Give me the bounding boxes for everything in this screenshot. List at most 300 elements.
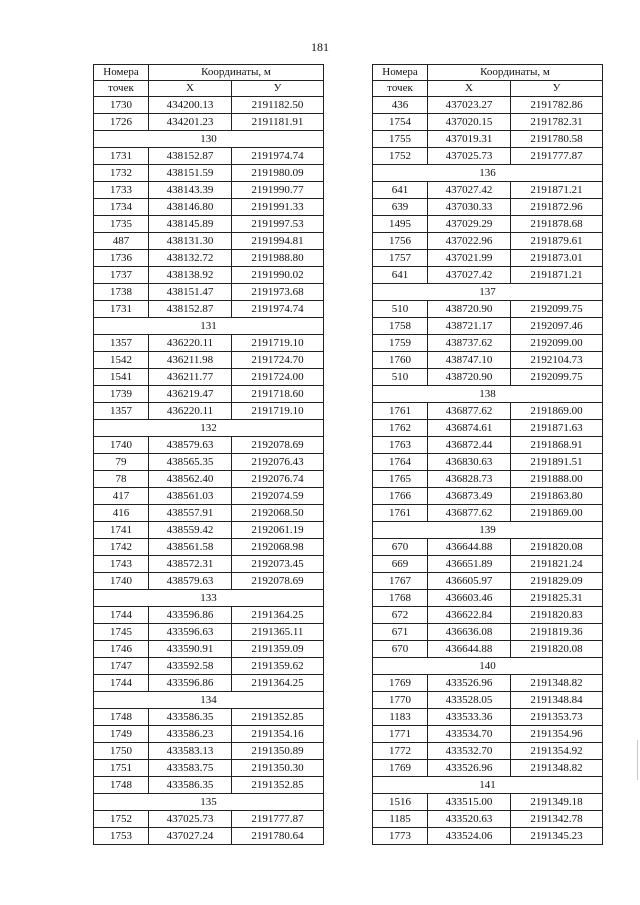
y-coordinate: 2192099.00 bbox=[511, 335, 603, 352]
table-row bbox=[373, 233, 603, 250]
point-number: 1357 bbox=[94, 335, 149, 352]
table-row bbox=[373, 811, 603, 828]
y-coordinate: 2191990.02 bbox=[232, 267, 324, 284]
point-number: 1730 bbox=[94, 97, 149, 114]
table-row bbox=[373, 131, 603, 148]
x-coordinate: 438151.59 bbox=[149, 165, 232, 182]
table-row bbox=[94, 97, 324, 114]
point-number: 1769 bbox=[373, 760, 428, 777]
table-row bbox=[373, 760, 603, 777]
section-row bbox=[94, 131, 324, 148]
y-coordinate: 2191879.61 bbox=[511, 233, 603, 250]
point-number: 1495 bbox=[373, 216, 428, 233]
x-coordinate: 436211.77 bbox=[149, 369, 232, 386]
table-row bbox=[94, 454, 324, 471]
point-number: 639 bbox=[373, 199, 428, 216]
y-coordinate: 2191991.33 bbox=[232, 199, 324, 216]
point-number: 1731 bbox=[94, 148, 149, 165]
table-row bbox=[373, 318, 603, 335]
point-number: 79 bbox=[94, 454, 149, 471]
x-coordinate: 433533.36 bbox=[428, 709, 511, 726]
x-coordinate: 436219.47 bbox=[149, 386, 232, 403]
table-row bbox=[94, 199, 324, 216]
point-number: 1744 bbox=[94, 607, 149, 624]
y-coordinate: 2191829.09 bbox=[511, 573, 603, 590]
y-coordinate: 2191348.84 bbox=[511, 692, 603, 709]
y-coordinate: 2191359.62 bbox=[232, 658, 324, 675]
table-row bbox=[373, 488, 603, 505]
coordinates-table-left bbox=[93, 64, 324, 845]
y-coordinate: 2191988.80 bbox=[232, 250, 324, 267]
table-row bbox=[373, 624, 603, 641]
point-number: 1762 bbox=[373, 420, 428, 437]
table-row bbox=[373, 726, 603, 743]
point-number: 1764 bbox=[373, 454, 428, 471]
x-coordinate: 438131.30 bbox=[149, 233, 232, 250]
y-coordinate: 2191974.74 bbox=[232, 301, 324, 318]
x-coordinate: 433596.86 bbox=[149, 607, 232, 624]
table-row bbox=[373, 114, 603, 131]
table-row bbox=[373, 267, 603, 284]
section-number: 134 bbox=[94, 692, 324, 709]
table-row bbox=[373, 454, 603, 471]
x-coordinate: 436874.61 bbox=[428, 420, 511, 437]
y-coordinate: 2191872.96 bbox=[511, 199, 603, 216]
table-row bbox=[373, 335, 603, 352]
y-coordinate: 2191820.08 bbox=[511, 539, 603, 556]
y-coordinate: 2192104.73 bbox=[511, 352, 603, 369]
point-number: 1766 bbox=[373, 488, 428, 505]
point-number: 1756 bbox=[373, 233, 428, 250]
x-coordinate: 433586.23 bbox=[149, 726, 232, 743]
y-coordinate: 2191820.08 bbox=[511, 641, 603, 658]
table-row bbox=[94, 403, 324, 420]
point-number: 1755 bbox=[373, 131, 428, 148]
x-coordinate: 433596.86 bbox=[149, 675, 232, 692]
table-row bbox=[373, 403, 603, 420]
table-row bbox=[94, 777, 324, 794]
section-number: 139 bbox=[373, 522, 603, 539]
section-row bbox=[94, 692, 324, 709]
point-number: 1772 bbox=[373, 743, 428, 760]
point-number: 510 bbox=[373, 369, 428, 386]
table-row bbox=[373, 97, 603, 114]
point-number: 1746 bbox=[94, 641, 149, 658]
y-coordinate: 2191871.21 bbox=[511, 182, 603, 199]
point-number: 1752 bbox=[373, 148, 428, 165]
x-coordinate: 433515.00 bbox=[428, 794, 511, 811]
y-coordinate: 2191354.16 bbox=[232, 726, 324, 743]
x-coordinate: 433534.70 bbox=[428, 726, 511, 743]
table-row bbox=[94, 828, 324, 845]
table-row bbox=[373, 437, 603, 454]
table-row bbox=[373, 539, 603, 556]
y-coordinate: 2191780.64 bbox=[232, 828, 324, 845]
y-coordinate: 2191820.83 bbox=[511, 607, 603, 624]
point-number: 1745 bbox=[94, 624, 149, 641]
point-number: 1542 bbox=[94, 352, 149, 369]
x-coordinate: 436872.44 bbox=[428, 437, 511, 454]
x-coordinate: 438132.72 bbox=[149, 250, 232, 267]
x-coordinate: 436603.46 bbox=[428, 590, 511, 607]
point-number: 1749 bbox=[94, 726, 149, 743]
x-coordinate: 437019.31 bbox=[428, 131, 511, 148]
x-coordinate: 438565.35 bbox=[149, 454, 232, 471]
x-column-header: X bbox=[149, 81, 232, 97]
section-row bbox=[373, 386, 603, 403]
point-number: 1768 bbox=[373, 590, 428, 607]
y-coordinate: 2191782.31 bbox=[511, 114, 603, 131]
section-number: 141 bbox=[373, 777, 603, 794]
section-number: 140 bbox=[373, 658, 603, 675]
y-coordinate: 2191181.91 bbox=[232, 114, 324, 131]
y-coordinate: 2192073.45 bbox=[232, 556, 324, 573]
table-row bbox=[373, 573, 603, 590]
section-row bbox=[94, 794, 324, 811]
y-coordinate: 2191352.85 bbox=[232, 777, 324, 794]
table-row bbox=[94, 488, 324, 505]
y-coordinate: 2192076.74 bbox=[232, 471, 324, 488]
table-row bbox=[373, 675, 603, 692]
table-row bbox=[373, 794, 603, 811]
table-row bbox=[94, 369, 324, 386]
table-row bbox=[94, 471, 324, 488]
left-table-body bbox=[94, 97, 324, 845]
y-coordinate: 2191780.58 bbox=[511, 131, 603, 148]
point-number: 671 bbox=[373, 624, 428, 641]
table-row bbox=[94, 641, 324, 658]
table-row bbox=[373, 216, 603, 233]
x-coordinate: 438152.87 bbox=[149, 148, 232, 165]
table-row bbox=[94, 607, 324, 624]
x-coordinate: 436636.08 bbox=[428, 624, 511, 641]
x-coordinate: 438562.40 bbox=[149, 471, 232, 488]
y-coordinate: 2191348.82 bbox=[511, 675, 603, 692]
x-coordinate: 433526.96 bbox=[428, 760, 511, 777]
point-number: 1744 bbox=[94, 675, 149, 692]
point-number: 1750 bbox=[94, 743, 149, 760]
point-number: 416 bbox=[94, 505, 149, 522]
point-number: 1761 bbox=[373, 403, 428, 420]
table-row bbox=[373, 743, 603, 760]
x-coordinate: 436873.49 bbox=[428, 488, 511, 505]
table-row bbox=[373, 420, 603, 437]
page-number: 181 bbox=[311, 40, 329, 54]
point-number: 1743 bbox=[94, 556, 149, 573]
y-column-header: У bbox=[232, 81, 324, 97]
y-coordinate: 2191364.25 bbox=[232, 607, 324, 624]
point-number: 1748 bbox=[94, 777, 149, 794]
y-coordinate: 2191974.74 bbox=[232, 148, 324, 165]
section-number: 130 bbox=[94, 131, 324, 148]
x-coordinate: 437029.29 bbox=[428, 216, 511, 233]
table-row bbox=[94, 250, 324, 267]
y-coordinate: 2191782.86 bbox=[511, 97, 603, 114]
y-coordinate: 2191997.53 bbox=[232, 216, 324, 233]
y-coordinate: 2191825.31 bbox=[511, 590, 603, 607]
y-coordinate: 2191724.70 bbox=[232, 352, 324, 369]
point-number: 1734 bbox=[94, 199, 149, 216]
y-coordinate: 2191342.78 bbox=[511, 811, 603, 828]
section-row bbox=[94, 420, 324, 437]
table-row bbox=[94, 352, 324, 369]
point-number: 672 bbox=[373, 607, 428, 624]
section-row bbox=[373, 777, 603, 794]
table-row bbox=[373, 250, 603, 267]
y-coordinate: 2191777.87 bbox=[511, 148, 603, 165]
point-number: 1761 bbox=[373, 505, 428, 522]
x-coordinate: 438720.90 bbox=[428, 369, 511, 386]
y-coordinate: 2192076.43 bbox=[232, 454, 324, 471]
point-number: 670 bbox=[373, 539, 428, 556]
table-row bbox=[94, 760, 324, 777]
x-coordinate: 438720.90 bbox=[428, 301, 511, 318]
section-row bbox=[94, 318, 324, 335]
x-coordinate: 433532.70 bbox=[428, 743, 511, 760]
point-number: 1731 bbox=[94, 301, 149, 318]
point-number: 1516 bbox=[373, 794, 428, 811]
table-row bbox=[373, 352, 603, 369]
point-number: 1765 bbox=[373, 471, 428, 488]
section-row bbox=[373, 522, 603, 539]
y-coordinate: 2191364.25 bbox=[232, 675, 324, 692]
section-row bbox=[94, 590, 324, 607]
point-number: 1185 bbox=[373, 811, 428, 828]
x-coordinate: 436211.98 bbox=[149, 352, 232, 369]
point-number: 1763 bbox=[373, 437, 428, 454]
points-header-line1: Номера bbox=[373, 65, 428, 81]
table-row bbox=[94, 743, 324, 760]
x-coordinate: 433592.58 bbox=[149, 658, 232, 675]
x-coordinate: 437020.15 bbox=[428, 114, 511, 131]
y-coordinate: 2191345.23 bbox=[511, 828, 603, 845]
x-coordinate: 433583.75 bbox=[149, 760, 232, 777]
y-coordinate: 2191719.10 bbox=[232, 403, 324, 420]
x-coordinate: 437021.99 bbox=[428, 250, 511, 267]
table-row bbox=[94, 726, 324, 743]
y-coordinate: 2191980.09 bbox=[232, 165, 324, 182]
x-coordinate: 438572.31 bbox=[149, 556, 232, 573]
table-row bbox=[373, 641, 603, 658]
table-row bbox=[94, 556, 324, 573]
point-number: 1740 bbox=[94, 573, 149, 590]
section-number: 132 bbox=[94, 420, 324, 437]
x-coordinate: 433524.06 bbox=[428, 828, 511, 845]
x-coordinate: 434200.13 bbox=[149, 97, 232, 114]
table-row bbox=[94, 114, 324, 131]
table-row bbox=[94, 624, 324, 641]
table-row bbox=[373, 182, 603, 199]
y-coordinate: 2192097.46 bbox=[511, 318, 603, 335]
x-coordinate: 433590.91 bbox=[149, 641, 232, 658]
x-coordinate: 438152.87 bbox=[149, 301, 232, 318]
y-coordinate: 2192078.69 bbox=[232, 437, 324, 454]
x-coordinate: 438559.42 bbox=[149, 522, 232, 539]
x-coordinate: 437030.33 bbox=[428, 199, 511, 216]
y-coordinate: 2191182.50 bbox=[232, 97, 324, 114]
x-coordinate: 437027.42 bbox=[428, 267, 511, 284]
point-number: 1726 bbox=[94, 114, 149, 131]
x-coordinate: 438579.63 bbox=[149, 437, 232, 454]
table-row bbox=[373, 505, 603, 522]
y-coordinate: 2192068.98 bbox=[232, 539, 324, 556]
x-coordinate: 436644.88 bbox=[428, 641, 511, 658]
point-number: 1771 bbox=[373, 726, 428, 743]
point-number: 1748 bbox=[94, 709, 149, 726]
y-coordinate: 2191777.87 bbox=[232, 811, 324, 828]
table-row bbox=[373, 301, 603, 318]
y-coordinate: 2191350.89 bbox=[232, 743, 324, 760]
point-number: 417 bbox=[94, 488, 149, 505]
y-coordinate: 2192074.59 bbox=[232, 488, 324, 505]
point-number: 1769 bbox=[373, 675, 428, 692]
y-coordinate: 2191868.91 bbox=[511, 437, 603, 454]
point-number: 1767 bbox=[373, 573, 428, 590]
point-number: 1736 bbox=[94, 250, 149, 267]
point-number: 1742 bbox=[94, 539, 149, 556]
point-number: 1733 bbox=[94, 182, 149, 199]
point-number: 1754 bbox=[373, 114, 428, 131]
x-coordinate: 434201.23 bbox=[149, 114, 232, 131]
x-coordinate: 438561.58 bbox=[149, 539, 232, 556]
points-header-line1: Номера bbox=[94, 65, 149, 81]
x-coordinate: 436622.84 bbox=[428, 607, 511, 624]
y-coordinate: 2191349.18 bbox=[511, 794, 603, 811]
point-number: 1738 bbox=[94, 284, 149, 301]
table-row bbox=[94, 709, 324, 726]
point-number: 1183 bbox=[373, 709, 428, 726]
x-coordinate: 436605.97 bbox=[428, 573, 511, 590]
point-number: 1757 bbox=[373, 250, 428, 267]
point-number: 436 bbox=[373, 97, 428, 114]
y-coordinate: 2191888.00 bbox=[511, 471, 603, 488]
y-coordinate: 2191354.96 bbox=[511, 726, 603, 743]
point-number: 1747 bbox=[94, 658, 149, 675]
point-number: 1541 bbox=[94, 369, 149, 386]
x-coordinate: 436877.62 bbox=[428, 505, 511, 522]
table-row bbox=[373, 148, 603, 165]
y-coordinate: 2191821.24 bbox=[511, 556, 603, 573]
point-number: 1739 bbox=[94, 386, 149, 403]
point-number: 1737 bbox=[94, 267, 149, 284]
points-header-line2: точек bbox=[94, 81, 149, 97]
x-coordinate: 438151.47 bbox=[149, 284, 232, 301]
y-coordinate: 2192068.50 bbox=[232, 505, 324, 522]
y-coordinate: 2191871.21 bbox=[511, 267, 603, 284]
x-coordinate: 436830.63 bbox=[428, 454, 511, 471]
table-row bbox=[373, 709, 603, 726]
x-coordinate: 438143.39 bbox=[149, 182, 232, 199]
point-number: 1751 bbox=[94, 760, 149, 777]
table-row bbox=[94, 811, 324, 828]
y-coordinate: 2191348.82 bbox=[511, 760, 603, 777]
table-row bbox=[94, 573, 324, 590]
x-coordinate: 438146.80 bbox=[149, 199, 232, 216]
point-number: 670 bbox=[373, 641, 428, 658]
point-number: 1732 bbox=[94, 165, 149, 182]
y-coordinate: 2192099.75 bbox=[511, 369, 603, 386]
y-coordinate: 2191990.77 bbox=[232, 182, 324, 199]
table-row bbox=[373, 590, 603, 607]
y-coordinate: 2191352.85 bbox=[232, 709, 324, 726]
point-number: 1357 bbox=[94, 403, 149, 420]
y-coordinate: 2191819.36 bbox=[511, 624, 603, 641]
y-coordinate: 2191873.01 bbox=[511, 250, 603, 267]
y-coordinate: 2192099.75 bbox=[511, 301, 603, 318]
table-row bbox=[373, 556, 603, 573]
table-row bbox=[94, 301, 324, 318]
y-coordinate: 2191718.60 bbox=[232, 386, 324, 403]
x-coordinate: 438138.92 bbox=[149, 267, 232, 284]
x-coordinate: 436644.88 bbox=[428, 539, 511, 556]
table-row bbox=[373, 369, 603, 386]
point-number: 1752 bbox=[94, 811, 149, 828]
x-coordinate: 436220.11 bbox=[149, 403, 232, 420]
coordinates-header: Координаты, м bbox=[428, 65, 603, 81]
table-row bbox=[373, 692, 603, 709]
section-row bbox=[373, 165, 603, 182]
point-number: 1753 bbox=[94, 828, 149, 845]
x-coordinate: 433586.35 bbox=[149, 709, 232, 726]
point-number: 1735 bbox=[94, 216, 149, 233]
coordinates-table-right bbox=[372, 64, 603, 845]
table-row bbox=[94, 182, 324, 199]
table-row bbox=[94, 437, 324, 454]
x-coordinate: 437023.27 bbox=[428, 97, 511, 114]
point-number: 1741 bbox=[94, 522, 149, 539]
x-coordinate: 438561.03 bbox=[149, 488, 232, 505]
x-column-header: X bbox=[428, 81, 511, 97]
section-number: 136 bbox=[373, 165, 603, 182]
table-row bbox=[94, 335, 324, 352]
y-coordinate: 2191863.80 bbox=[511, 488, 603, 505]
table-row bbox=[94, 284, 324, 301]
section-number: 133 bbox=[94, 590, 324, 607]
points-header-line2: точек bbox=[373, 81, 428, 97]
point-number: 669 bbox=[373, 556, 428, 573]
y-column-header: У bbox=[511, 81, 603, 97]
table-row bbox=[373, 199, 603, 216]
right-table-body bbox=[373, 97, 603, 845]
section-number: 135 bbox=[94, 794, 324, 811]
x-coordinate: 436828.73 bbox=[428, 471, 511, 488]
y-coordinate: 2191878.68 bbox=[511, 216, 603, 233]
x-coordinate: 433528.05 bbox=[428, 692, 511, 709]
table-row bbox=[94, 165, 324, 182]
coordinates-header: Координаты, м bbox=[149, 65, 324, 81]
table-row bbox=[94, 505, 324, 522]
x-coordinate: 433520.63 bbox=[428, 811, 511, 828]
table-row bbox=[373, 607, 603, 624]
section-row bbox=[373, 658, 603, 675]
y-coordinate: 2191973.68 bbox=[232, 284, 324, 301]
x-coordinate: 438721.17 bbox=[428, 318, 511, 335]
x-coordinate: 437025.73 bbox=[428, 148, 511, 165]
x-coordinate: 437027.24 bbox=[149, 828, 232, 845]
x-coordinate: 438145.89 bbox=[149, 216, 232, 233]
section-number: 137 bbox=[373, 284, 603, 301]
table-row bbox=[94, 216, 324, 233]
x-coordinate: 433526.96 bbox=[428, 675, 511, 692]
table-row bbox=[373, 828, 603, 845]
y-coordinate: 2191354.92 bbox=[511, 743, 603, 760]
table-row bbox=[94, 522, 324, 539]
y-coordinate: 2192061.19 bbox=[232, 522, 324, 539]
point-number: 1760 bbox=[373, 352, 428, 369]
point-number: 641 bbox=[373, 267, 428, 284]
x-coordinate: 437022.96 bbox=[428, 233, 511, 250]
y-coordinate: 2191871.63 bbox=[511, 420, 603, 437]
